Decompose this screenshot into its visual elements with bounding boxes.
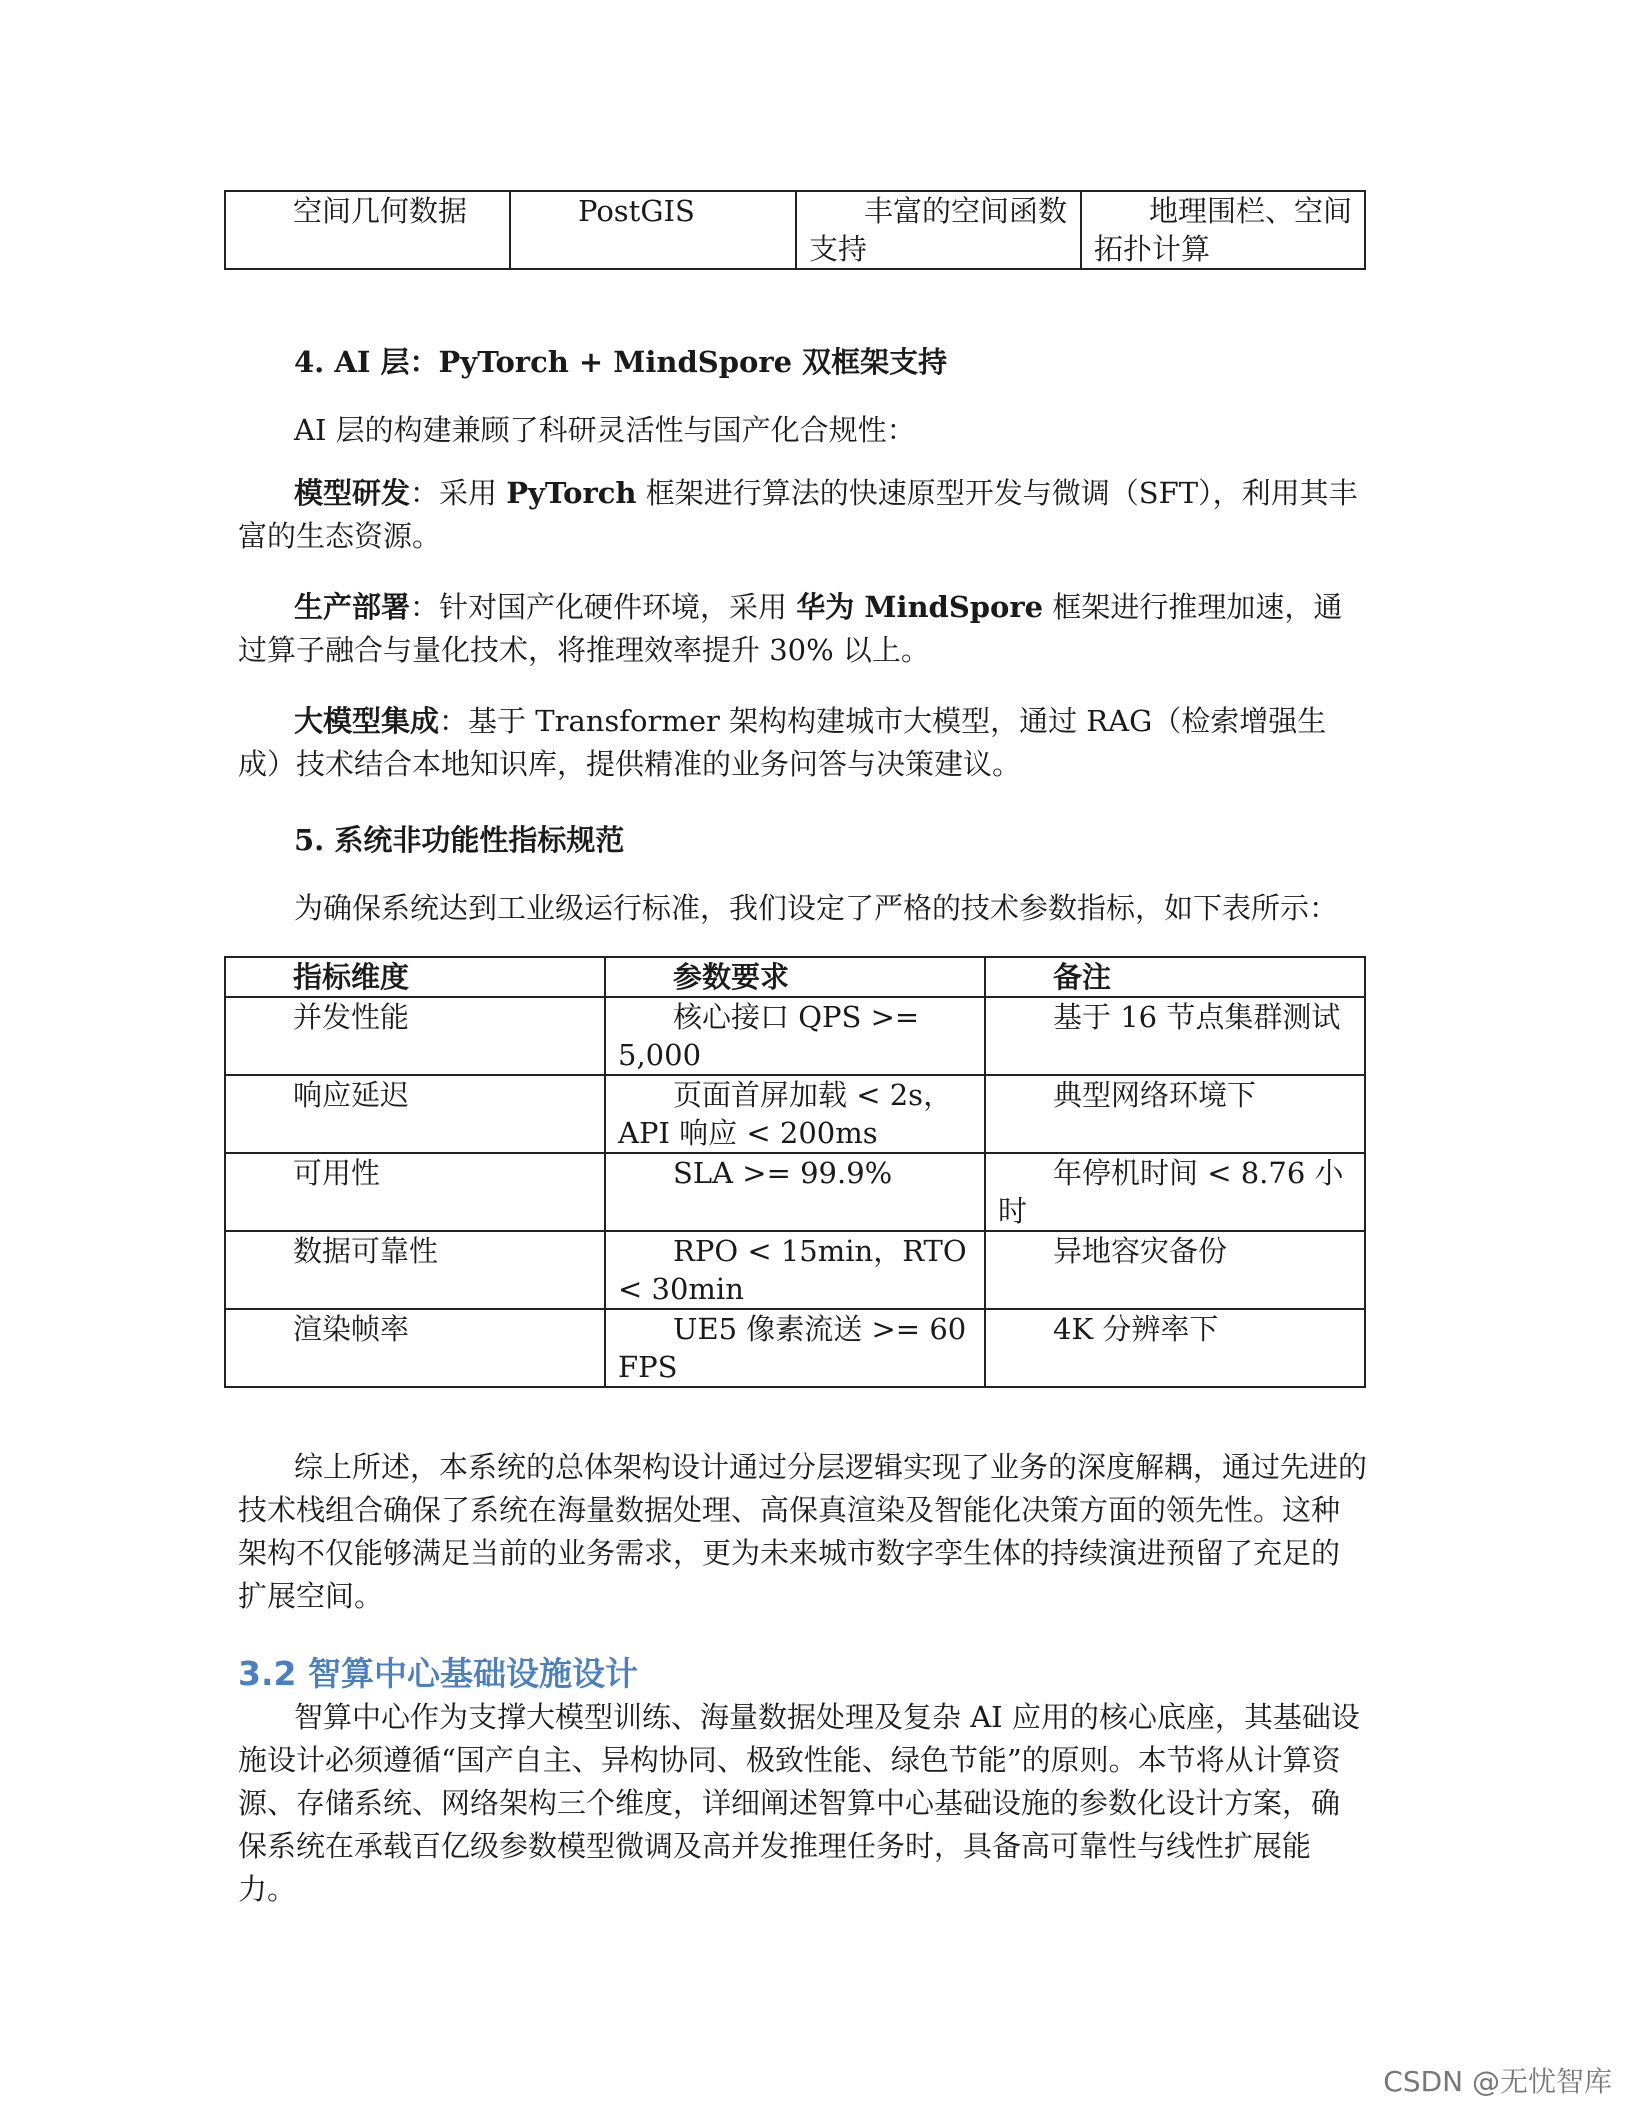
table-cell: 数据可靠性: [225, 1231, 605, 1309]
table-row: [225, 1075, 1365, 1153]
section-5-intro: 为确保系统达到工业级运行标准，我们设定了严格的技术参数指标，如下表所示：: [294, 891, 1339, 925]
table-cell: 空间几何数据: [225, 191, 510, 269]
label-model-dev: 模型研发: [294, 476, 411, 510]
text-bold: 华为 MindSpore: [796, 590, 1044, 624]
table-cell: RPO < 15min，RTO < 30min: [605, 1231, 985, 1309]
text-fragment: ：针对国产化硬件环境，采用: [410, 590, 797, 624]
paragraph-deploy: [238, 586, 1368, 672]
table-cell: 可用性: [225, 1153, 605, 1231]
paragraph-llm: [238, 700, 1368, 786]
text-fragment: 框架进行算法的快速原型开发与微调（SFT），利用其丰富的生态资源。: [238, 476, 1358, 553]
table-row: [225, 191, 1365, 269]
table-header: 参数要求: [605, 957, 985, 997]
table-cell: 核心接口 QPS >= 5,000: [605, 997, 985, 1075]
label-llm: 大模型集成: [294, 704, 440, 738]
table-cell: 4K 分辨率下: [985, 1309, 1365, 1387]
watermark: CSDN @无忧智库: [1383, 2065, 1612, 2098]
table-header-row: [225, 957, 1365, 997]
table-cell: 并发性能: [225, 997, 605, 1075]
text-fragment: ：基于 Transformer 架构构建城市大模型，通过 RAG（检索增强生成）技术结合本地知识库，提供精准的业务问答与决策建议。: [238, 704, 1327, 781]
table-cell: 异地容灾备份: [985, 1231, 1365, 1309]
nfr-table: [224, 956, 1366, 1388]
text-fragment: ：采用: [410, 476, 507, 510]
table-cell: SLA >= 99.9%: [605, 1153, 985, 1231]
table-cell: 页面首屏加载 < 2s，API 响应 < 200ms: [605, 1075, 985, 1153]
storage-table-continuation: [224, 190, 1366, 270]
table-cell: PostGIS: [510, 191, 796, 269]
table-cell: UE5 像素流送 >= 60 FPS: [605, 1309, 985, 1387]
table-row: [225, 1309, 1365, 1387]
label-deploy: 生产部署: [294, 590, 411, 624]
table-cell: 基于 16 节点集群测试: [985, 997, 1365, 1075]
section-3-2-heading: 3.2 智算中心基础设施设计: [238, 1654, 638, 1693]
section-4-intro: AI 层的构建兼顾了科研灵活性与国产化合规性：: [294, 413, 916, 447]
paragraph-model-dev: [238, 472, 1368, 558]
table-cell: 典型网络环境下: [985, 1075, 1365, 1153]
table-row: [225, 997, 1365, 1075]
table-cell: 响应延迟: [225, 1075, 605, 1153]
section-5-heading: 5. 系统非功能性指标规范: [294, 823, 625, 857]
summary-paragraph: 综上所述，本系统的总体架构设计通过分层逻辑实现了业务的深度解耦，通过先进的技术栈组合确保了系统在海量数据处理、高保真渲染及智能化决策方面的领先性。这种架构不仅能够满足当前的业务需求，更为未来城市数字孪生体的持续演进预留了充足的扩展空间。: [238, 1450, 1368, 1613]
text-fragment: 框架进行推理加速，通过算子融合与量化技术，将推理效率提升 30% 以上。: [238, 590, 1343, 667]
table-cell: 地理围栏、空间拓扑计算: [1081, 191, 1365, 269]
table-row: [225, 1153, 1365, 1231]
section-4-heading: 4. AI 层：PyTorch + MindSpore 双框架支持: [294, 345, 948, 379]
table-cell: 丰富的空间函数支持: [796, 191, 1081, 269]
table-cell: 年停机时间 < 8.76 小时: [985, 1153, 1365, 1231]
text-bold: PyTorch: [506, 476, 637, 510]
section-3-2-body: 智算中心作为支撑大模型训练、海量数据处理及复杂 AI 应用的核心底座，其基础设施设计必须遵循“国产自主、异构协同、极致性能、绿色节能”的原则。本节将从计算资源、存储系统、网络架构三个维度，详细阐述智算中心基础设施的参数化设计方案，确保系统在承载百亿级参数模型微调及高并发推理任务时，具备高可靠性与线性扩展能力。: [238, 1700, 1360, 1906]
table-row: [225, 1231, 1365, 1309]
table-header: 指标维度: [225, 957, 605, 997]
table-header: 备注: [985, 957, 1365, 997]
table-cell: 渲染帧率: [225, 1309, 605, 1387]
